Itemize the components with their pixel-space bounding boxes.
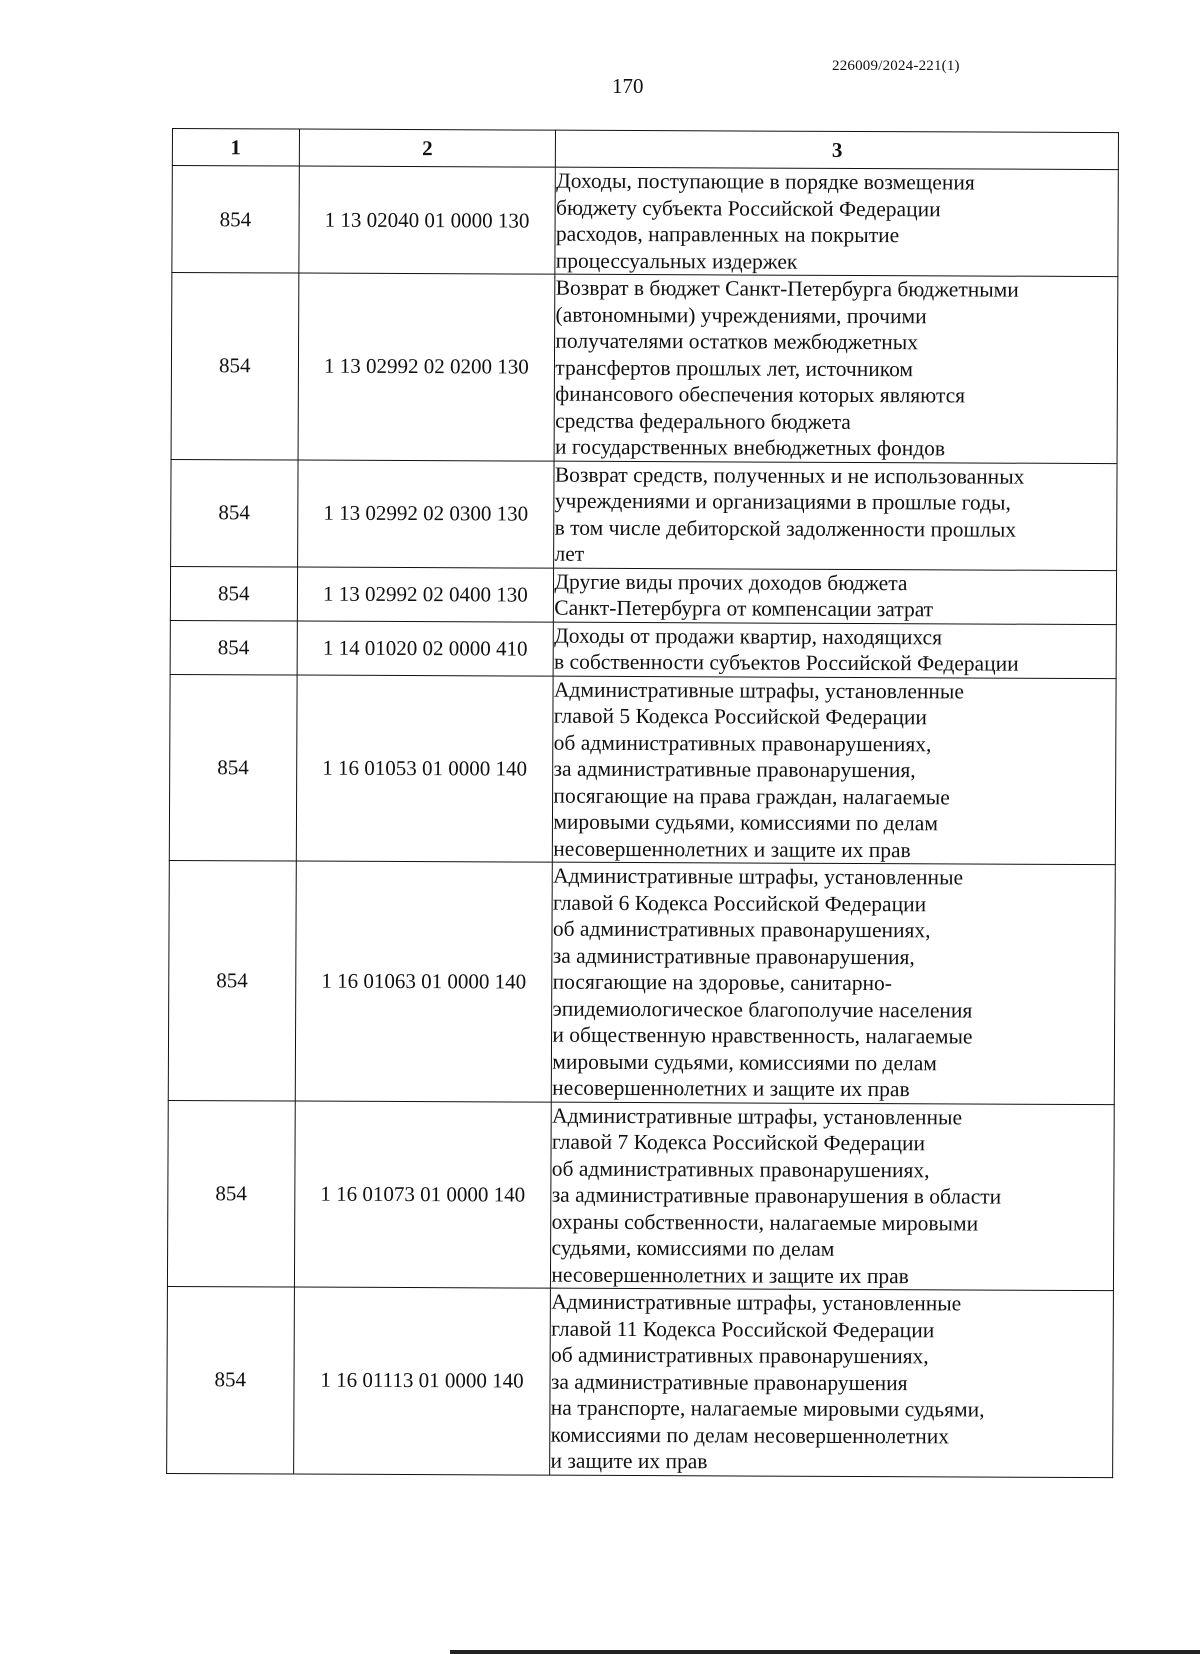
description-line: мировыми судьями, комиссиями по делам	[553, 809, 939, 836]
document-number: 226009/2024-221(1)	[832, 58, 960, 74]
description-line: Административные штрафы, установленные	[551, 1289, 962, 1316]
budget-classification-code-cell: 1 13 02992 02 0400 130	[297, 567, 554, 622]
column-header-1: 1	[172, 129, 299, 167]
admin-code-cell: 854	[168, 860, 296, 1100]
revenue-description-cell	[551, 1102, 1114, 1291]
table-row	[170, 620, 1116, 678]
description-line: судьями, комиссиями по делам	[551, 1235, 835, 1261]
description-line: несовершеннолетних и защите их прав	[552, 1075, 910, 1102]
description-line: в том числе дебиторской задолженности прошлых	[554, 515, 1017, 542]
budget-classification-code-cell: 1 16 01113 01 0000 140	[293, 1287, 551, 1475]
description-line: Доходы, поступающие в порядке возмещения	[556, 168, 975, 195]
table-row	[169, 674, 1116, 865]
description-line: об административных правонарушениях,	[552, 916, 931, 943]
table-row	[171, 273, 1118, 464]
budget-classification-code-cell: 1 16 01073 01 0000 140	[294, 1101, 552, 1289]
description-line: главой 6 Кодекса Российской Федерации	[552, 890, 927, 916]
description-line: посягающие на здоровье, санитарно-	[552, 969, 893, 996]
revenue-codes-table	[166, 128, 1119, 1478]
description-line: об административных правонарушениях,	[551, 1156, 930, 1182]
revenue-description-cell	[554, 568, 1117, 624]
description-line: посягающие на права граждан, налагаемые	[553, 783, 950, 809]
description-line: средства федерального бюджета	[555, 408, 851, 434]
revenue-description-cell	[555, 167, 1118, 276]
description-line: расходов, направленных на покрытие	[555, 221, 900, 248]
table-row	[170, 566, 1116, 624]
admin-code-cell: 854	[170, 566, 297, 621]
table-row	[168, 860, 1115, 1104]
table-row	[171, 459, 1117, 570]
admin-code-cell: 854	[172, 166, 299, 274]
revenue-description-cell	[552, 862, 1116, 1104]
description-line: трансфертов прошлых лет, источником	[555, 355, 914, 381]
description-line: эпидемиологическое благополучие населения	[552, 996, 973, 1023]
admin-code-cell: 854	[167, 1286, 294, 1473]
description-line: (автономными) учреждениями, прочими	[555, 302, 927, 328]
description-line: мировыми судьями, комиссиями по делам	[552, 1049, 937, 1075]
description-line: об административных правонарушениях,	[553, 730, 932, 756]
revenue-description-cell	[550, 1288, 1113, 1477]
revenue-description-cell	[554, 274, 1117, 463]
description-line: охраны собственности, налагаемые мировыми	[551, 1209, 979, 1236]
admin-code-cell: 854	[169, 674, 296, 861]
admin-code-cell: 854	[171, 459, 298, 567]
description-line: получателями остатков межбюджетных	[555, 328, 919, 355]
description-line: на транспорте, налагаемые мировыми судьями,	[550, 1395, 985, 1422]
description-line: бюджету субъекта Российской Федерации	[555, 195, 941, 221]
table-header-row	[172, 129, 1118, 170]
description-line: об административных правонарушениях,	[550, 1342, 929, 1369]
table-row	[167, 1286, 1114, 1477]
budget-classification-code-cell: 1 13 02992 02 0300 130	[297, 460, 554, 568]
budget-classification-code-cell: 1 13 02040 01 0000 130	[298, 166, 555, 274]
description-line: Санкт-Петербурга от компенсации затрат	[554, 595, 934, 622]
description-line: главой 5 Кодекса Российской Федерации	[553, 703, 928, 730]
column-header-2: 2	[299, 129, 556, 167]
description-line: лет	[554, 541, 585, 566]
description-line: Административные штрафы, установленные	[553, 677, 964, 703]
description-line: и защите их прав	[550, 1448, 708, 1474]
description-line: финансового обеспечения которых являются	[555, 381, 966, 408]
description-line: главой 7 Кодекса Российской Федерации	[551, 1129, 926, 1156]
description-line: за административные правонарушения,	[553, 756, 916, 783]
description-line: комиссиями по делам несовершеннолетних	[550, 1422, 950, 1448]
scan-edge-line	[450, 1650, 1200, 1654]
description-line: несовершеннолетних и защите их прав	[551, 1262, 909, 1288]
description-line: процессуальных издержек	[555, 248, 798, 274]
table-row	[172, 166, 1118, 277]
description-line: главой 11 Кодекса Российской Федерации	[551, 1316, 935, 1342]
budget-classification-code-cell: 1 13 02992 02 0200 130	[298, 273, 556, 461]
description-line: Возврат средств, полученных и не использованных	[554, 462, 1025, 489]
budget-classification-code-cell: 1 16 01063 01 0000 140	[295, 861, 553, 1102]
description-line: Возврат в бюджет Санкт-Петербурга бюджетными	[555, 275, 1019, 302]
budget-classification-code-cell: 1 16 01053 01 0000 140	[296, 675, 554, 863]
description-line: несовершеннолетних и защите их прав	[553, 836, 911, 862]
revenue-description-cell	[554, 461, 1117, 570]
revenue-description-cell	[553, 676, 1116, 865]
description-line: учреждениями и организациями в прошлые годы,	[554, 488, 1011, 515]
description-line: Административные штрафы, установленные	[553, 863, 964, 890]
admin-code-cell: 854	[171, 273, 298, 460]
description-line: в собственности субъектов Российской Федерации	[553, 649, 1019, 676]
description-line: за административные правонарушения	[550, 1369, 908, 1395]
admin-code-cell: 854	[167, 1100, 294, 1287]
description-line: Другие виды прочих доходов бюджета	[554, 569, 908, 595]
description-line: и общественную нравственность, налагаемые	[552, 1022, 973, 1049]
revenue-description-cell	[553, 622, 1116, 678]
page-number: 170	[612, 74, 644, 98]
budget-classification-code-cell: 1 14 01020 02 0000 410	[297, 621, 554, 676]
description-line: и государственных внебюджетных фондов	[554, 434, 946, 461]
description-line: за административные правонарушения в области	[551, 1182, 1002, 1209]
description-line: Административные штрафы, установленные	[552, 1103, 963, 1129]
column-header-3: 3	[556, 130, 1119, 169]
description-line: за административные правонарушения,	[552, 943, 915, 969]
table-body	[167, 166, 1119, 1478]
description-line: Доходы от продажи квартир, находящихся	[554, 623, 943, 649]
admin-code-cell: 854	[170, 620, 297, 675]
table-row	[167, 1100, 1114, 1291]
